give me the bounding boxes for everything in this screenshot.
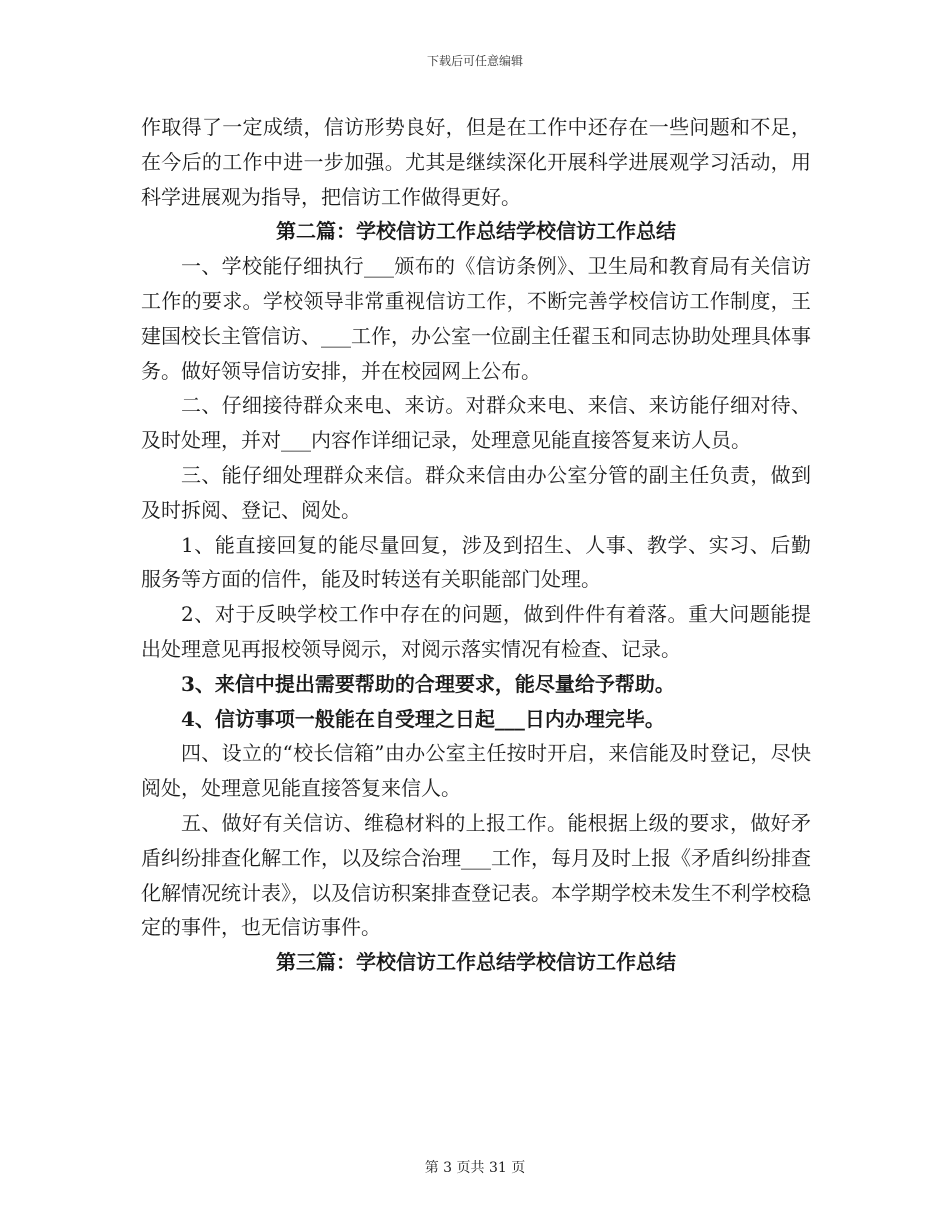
paragraph-subitem-1: 1、能直接回复的能尽量回复，涉及到招生、人事、教学、实习、后勤服务等方面的信件，能及时转送有关职能部门处理。 [141, 532, 811, 592]
section-heading-3: 第三篇：学校信访工作总结学校信访工作总结 [276, 950, 676, 975]
page-header: 下载后可任意编辑 [426, 54, 523, 68]
paragraph-item-4: 四、设立的“校长信箱”由办公室主任按时开启，来信能及时登记，尽快阅处，处理意见能直接答复来信人。 [141, 741, 811, 801]
paragraph-subitem-2: 2、对于反映学校工作中存在的问题，做到件件有着落。重大问题能提出处理意见再报校领导阅示，对阅示落实情况有检查、记录。 [141, 602, 811, 661]
paragraph-item-2: 二、仔细接待群众来电、来访。对群众来电、来信、来访能仔细对待、及时处理，并对___内容作详细记录，处理意见能直接答复来访人员。 [141, 393, 811, 453]
paragraph-item-3: 三、能仔细处理群众来信。群众来信由办公室分管的副主任负责，做到及时拆阅、登记、阅处。 [141, 462, 811, 522]
paragraph-subitem-4: 4、信访事项一般能在自受理之日起___日内办理完毕。 [181, 706, 665, 731]
paragraph-item-1: 一、学校能仔细执行___颁布的《信访条例》、卫生局和教育局有关信访工作的要求。学校领导非常重视信访工作，不断完善学校信访工作制度，王建国校长主管信访、___工作，办公室一位副主任翟玉和同志协助处理具体事务。做好领导信访安排，并在校园网上公布。 [141, 254, 811, 383]
section-heading-2: 第二篇：学校信访工作总结学校信访工作总结 [276, 219, 676, 244]
paragraph-subitem-3: 3、来信中提出需要帮助的合理要求，能尽量给予帮助。 [181, 671, 675, 696]
page-footer: 第 3 页共 31 页 [424, 1160, 526, 1176]
paragraph-item-5: 五、做好有关信访、维稳材料的上报工作。能根据上级的要求，做好矛盾纠纷排查化解工作，以及综合治理___工作，每月及时上报《矛盾纠纷排查化解情况统计表》，以及信访积案排查登记表。本学期学校未发生不利学校稳定的事件，也无信访事件。 [141, 810, 811, 940]
paragraph-continuation: 作取得了一定成绩，信访形势良好，但是在工作中还存在一些问题和不足，在今后的工作中进一步加强。尤其是继续深化开展科学进展观学习活动，用科学进展观为指导，把信访工作做得更好。 [141, 115, 811, 209]
document-body [141, 110, 811, 980]
